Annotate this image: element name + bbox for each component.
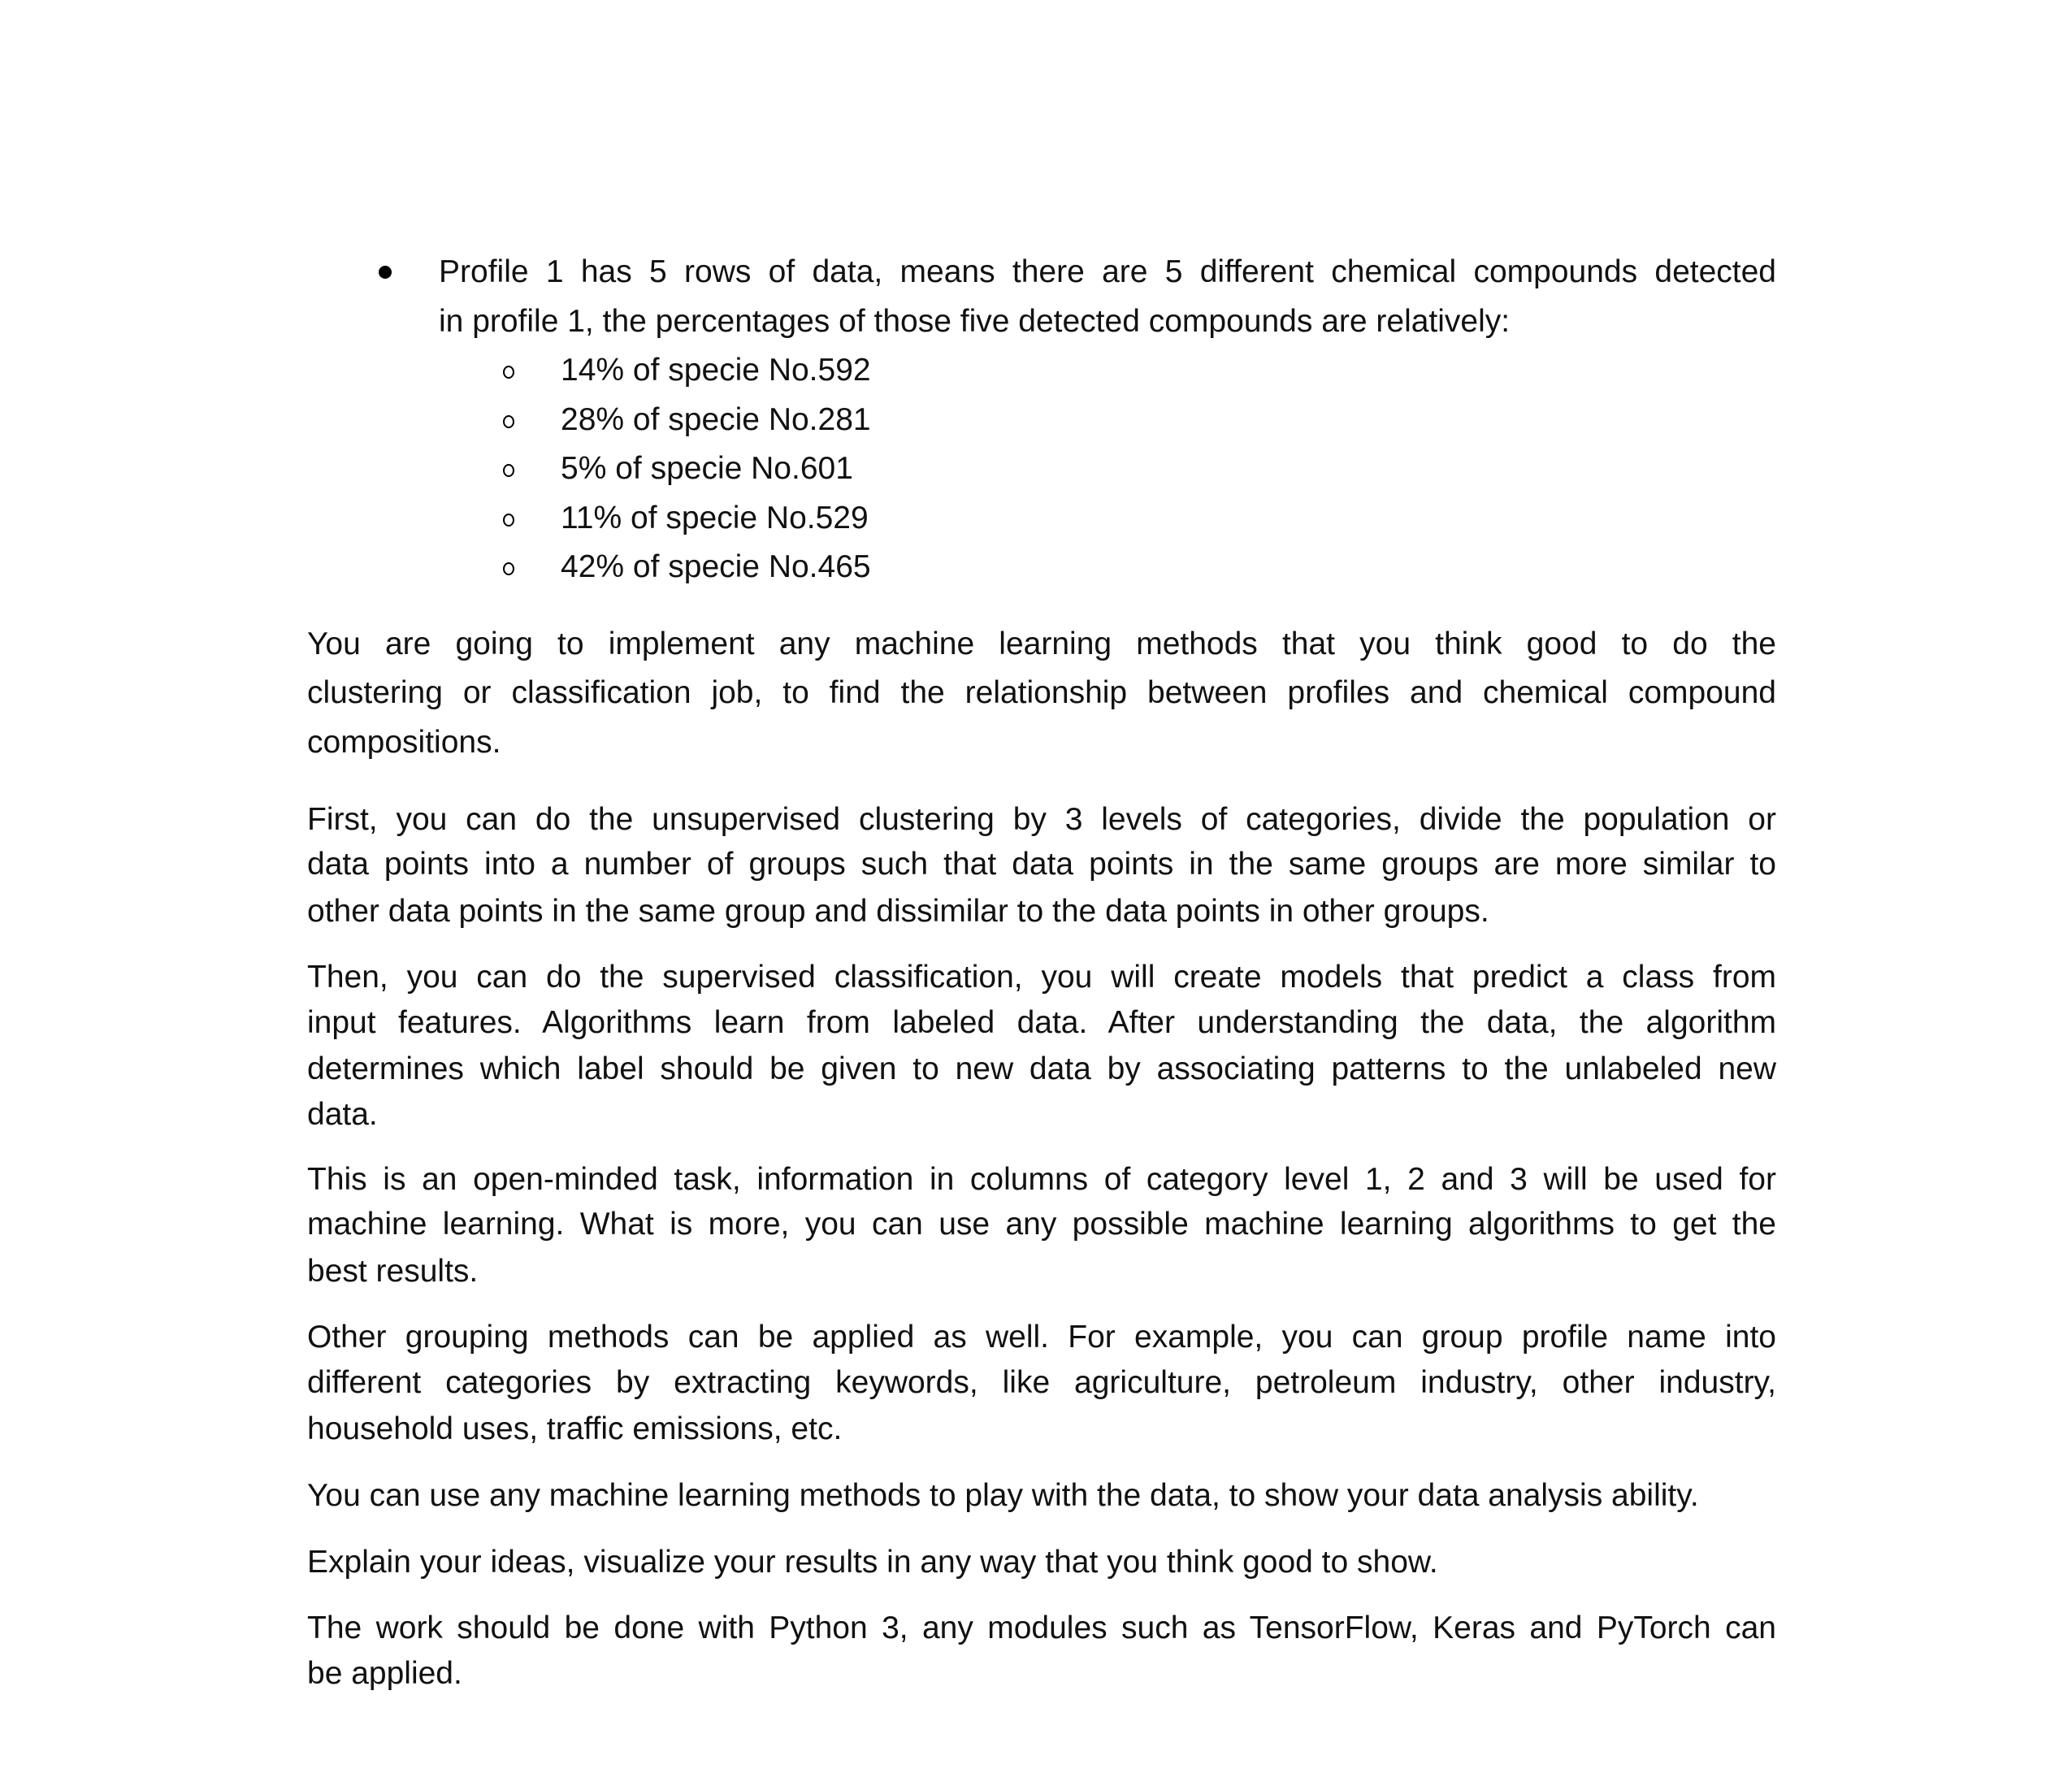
hollow-bullet-icon bbox=[503, 415, 514, 428]
paragraph-line: You can use any machine learning methods to play with the data, to show your data analysis ability. bbox=[307, 1478, 1699, 1513]
sub-list-item: 11% of specie No.529 bbox=[561, 501, 869, 535]
paragraph-line: Then, you can do the supervised classification, you will create models that predict a class from bbox=[307, 960, 1776, 995]
paragraph-line: data. bbox=[307, 1097, 378, 1132]
paragraph-line: This is an open-minded task, information in columns of category level 1, 2 and 3 will be used for bbox=[307, 1162, 1776, 1197]
paragraph-line: You are going to implement any machine learning methods that you think good to do the bbox=[307, 626, 1776, 661]
paragraph-line: determines which label should be given to new data by associating patterns to the unlabeled new bbox=[307, 1051, 1776, 1086]
paragraph-line: machine learning. What is more, you can use any possible machine learning algorithms to get the bbox=[307, 1207, 1776, 1242]
hollow-bullet-icon bbox=[503, 562, 514, 575]
paragraph-line: Explain your ideas, visualize your results in any way that you think good to show. bbox=[307, 1545, 1438, 1580]
sub-list-item: 14% of specie No.592 bbox=[561, 353, 871, 388]
paragraph-line: be applied. bbox=[307, 1656, 462, 1691]
paragraph-line: household uses, traffic emissions, etc. bbox=[307, 1411, 843, 1446]
bullet-text-line: in profile 1, the percentages of those five detected compounds are relatively: bbox=[439, 304, 1511, 339]
paragraph-line: input features. Algorithms learn from labeled data. After understanding the data, the algorithm bbox=[307, 1005, 1776, 1040]
paragraph-line: The work should be done with Python 3, any modules such as TensorFlow, Keras and PyTorch can bbox=[307, 1610, 1776, 1645]
paragraph-line: other data points in the same group and dissimilar to the data points in other groups. bbox=[307, 894, 1489, 929]
hollow-bullet-icon bbox=[503, 514, 514, 527]
hollow-bullet-icon bbox=[503, 366, 514, 379]
paragraph-line: different categories by extracting keywords, like agriculture, petroleum industry, other industry, bbox=[307, 1365, 1776, 1400]
bullet-text-line: Profile 1 has 5 rows of data, means there are 5 different chemical compounds detected bbox=[439, 254, 1776, 289]
bullet-dot-icon bbox=[379, 266, 392, 279]
paragraph-line: Other grouping methods can be applied as well. For example, you can group profile name into bbox=[307, 1320, 1776, 1355]
paragraph-line: compositions. bbox=[307, 725, 501, 760]
sub-list-item: 42% of specie No.465 bbox=[561, 549, 871, 584]
sub-list-item: 28% of specie No.281 bbox=[561, 402, 871, 437]
paragraph-line: data points into a number of groups such that data points in the same groups are more similar to bbox=[307, 847, 1776, 882]
paragraph-line: best results. bbox=[307, 1254, 479, 1289]
paragraph-line: clustering or classification job, to find the relationship between profiles and chemical compound bbox=[307, 675, 1776, 710]
sub-list-item: 5% of specie No.601 bbox=[561, 451, 853, 486]
hollow-bullet-icon bbox=[503, 464, 514, 477]
paragraph-line: First, you can do the unsupervised clustering by 3 levels of categories, divide the population or bbox=[307, 802, 1776, 837]
